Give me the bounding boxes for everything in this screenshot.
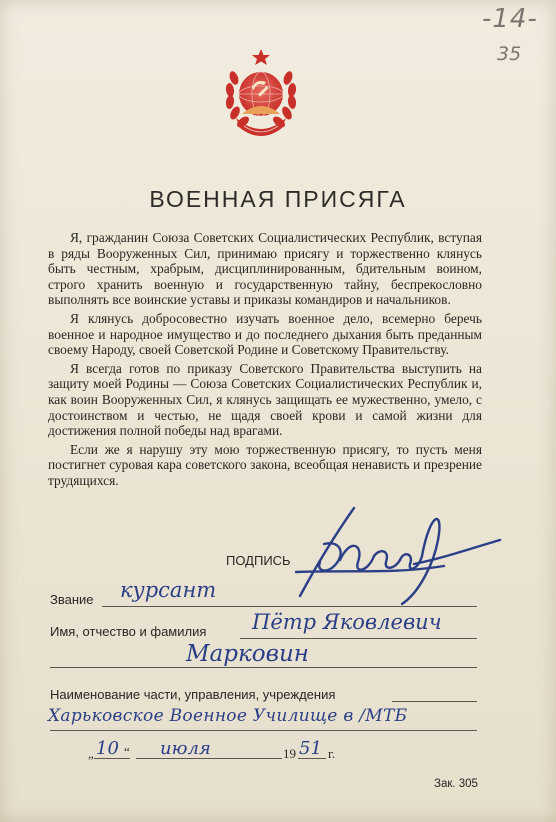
date-day-line	[94, 758, 130, 759]
oath-text	[48, 230, 482, 492]
name-value-2: Марковин	[186, 641, 309, 667]
unit-line-1	[392, 701, 477, 702]
date-year-suffix: 51	[299, 738, 322, 759]
unit-label: Наименование части, управления, учреждения	[50, 687, 336, 702]
date-open-quote: „	[88, 746, 94, 761]
order-number: Зак. 305	[434, 778, 478, 790]
name-value-1: Пётр Яковлевич	[252, 610, 442, 634]
oath-paragraph: Я, гражданин Союза Советских Социалистических Республик, вступая в ряды Вооруженных Сил, принимаю присягу и торжественно клянусь быть честным, храбрым, дисциплинированным, бдительным воином, строго хранить военную и государственную тайну, беспрекословно выполнять все воинские уставы и приказы командиров и начальников.	[48, 230, 482, 308]
date-day: 10	[96, 738, 119, 759]
oath-paragraph: Я всегда готов по приказу Советского Правительства выступить на защиту моей Родины — Союза Советских Социалистических Республик и, как воин Вооруженных Сил, я клянусь защищать ее мужественно, умело, с достоинством и честью, не щадя своей крови и самой жизни для достижения полной победы над врагами.	[48, 360, 482, 439]
oath-paragraph: Если же я нарушу эту мою торжественную присягу, то пусть меня постигнет суровая кара советского закона, всеобщая ненависть и презрение трудящихся.	[48, 441, 482, 488]
signature-label: ПОДПИСЬ	[226, 553, 291, 568]
name-label: Имя, отчество и фамилия	[50, 624, 207, 639]
ussr-state-emblem-icon	[222, 48, 300, 138]
oath-paragraph: Я клянусь добросовестно изучать военное дело, всемерно беречь военное и народное имущество и до последнего дыхания быть преданным своему Народу, своей Советской Родине и Советскому Правительству.	[48, 310, 482, 358]
name-line-2	[50, 667, 477, 668]
page-number-top: -14-	[482, 4, 538, 34]
rank-value: курсант	[120, 578, 217, 602]
date-month-line	[136, 758, 282, 759]
name-line-1	[240, 638, 477, 639]
unit-line-2	[50, 730, 477, 731]
rank-line	[102, 606, 477, 607]
date-month: июля	[160, 738, 211, 759]
date-year-prefix: 19	[283, 746, 296, 761]
rank-label: Звание	[50, 592, 94, 607]
unit-value: Харьковское Военное Училище в /МТБ	[48, 706, 408, 726]
document-title: ВОЕННАЯ ПРИСЯГА	[149, 186, 407, 212]
handwritten-signature	[294, 500, 508, 610]
date-year-end: г.	[328, 746, 336, 761]
page-number-sub: 35	[497, 43, 522, 65]
date-close-quote: “	[124, 744, 130, 759]
date-year-line	[298, 758, 326, 759]
